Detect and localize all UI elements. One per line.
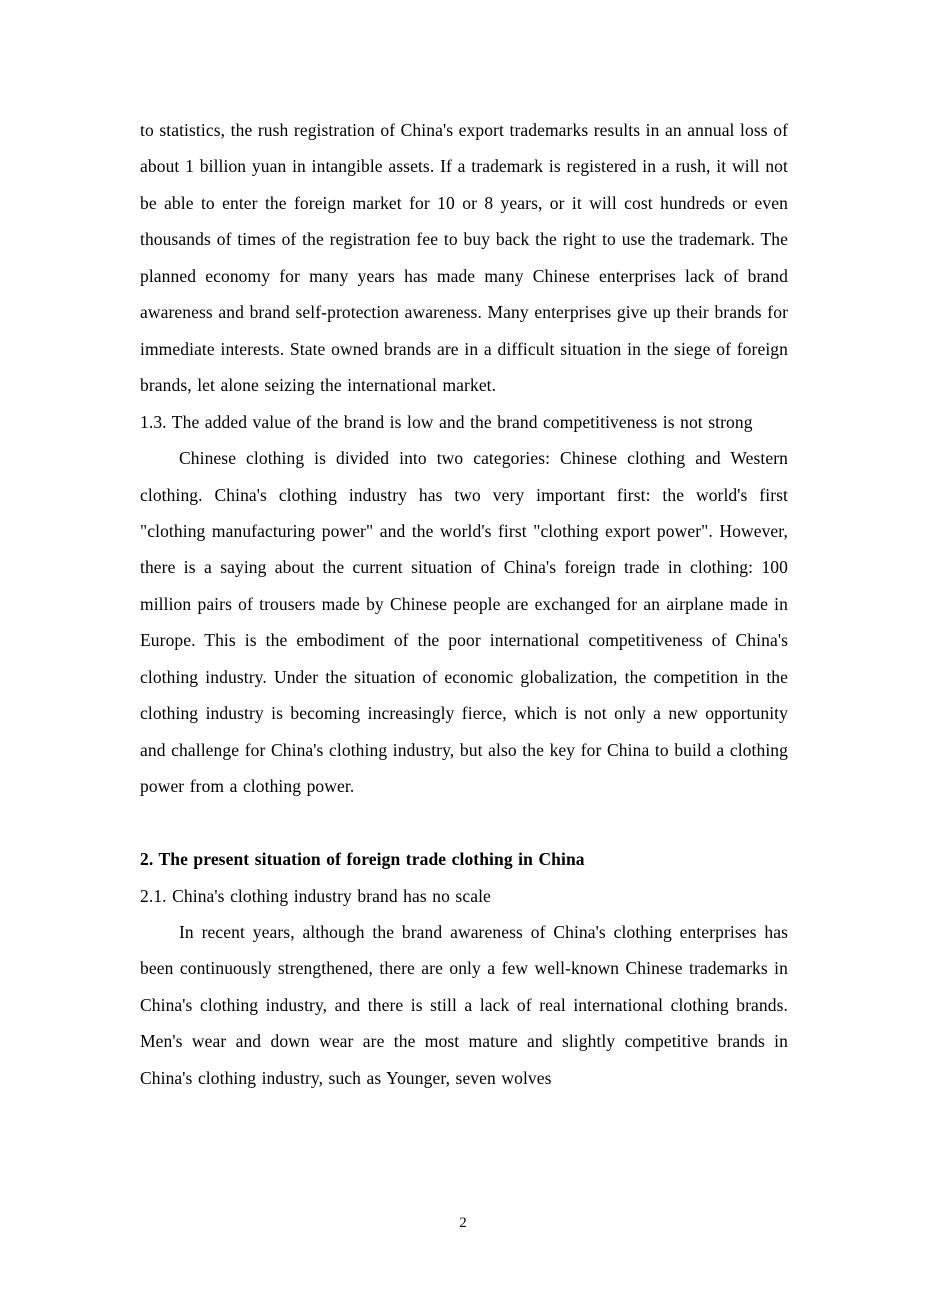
heading-2: 2. The present situation of foreign trade clothing in China bbox=[140, 849, 585, 870]
paragraph-2-1: In recent years, although the brand awareness of China's clothing enterprises has been continuously strengthened, there are only a few well-known Chinese trademarks in China's clothing industry, and there is still a lack of real international clothing brands. Men's wear and down wear are the most mature and slightly competitive brands in China's clothing industry, such as Younger, seven wolves bbox=[140, 921, 788, 1088]
paragraph-1-3: Chinese clothing is divided into two categories: Chinese clothing and Western clothing. China's clothing industry has two very important first: the world's first "clothing manufacturing power" and the world's first "clothing export power". However, there is a saying about the current situation of China's foreign trade in clothing: 100 million pairs of trousers made by Chinese people are exchanged for an airplane made in Europe. This is the embodiment of the poor international competitiveness of China's clothing industry. Under the situation of economic globalization, the competition in the clothing industry is becoming increasingly fierce, which is not only a new opportunity and challenge for China's clothing industry, but also the key for China to build a clothing power from a clothing power. bbox=[140, 448, 788, 797]
document-body bbox=[140, 112, 788, 1096]
page-number: 2 bbox=[459, 1215, 467, 1231]
heading-2-1: 2.1. China's clothing industry brand has no scale bbox=[140, 885, 491, 906]
heading-1-3: 1.3. The added value of the brand is low and the brand competitiveness is not strong bbox=[140, 411, 753, 432]
paragraph-continuation: to statistics, the rush registration of China's export trademarks results in an annual loss of about 1 billion yuan in intangible assets. If a trademark is registered in a rush, it will not be able to enter the foreign market for 10 or 8 years, or it will cost hundreds or even thousands of times of the registration fee to buy back the right to use the trademark. The planned economy for many years has made many Chinese enterprises lack of brand awareness and brand self-protection awareness. Many enterprises give up their brands for immediate interests. State owned brands are in a difficult situation in the siege of foreign brands, let alone seizing the international market. bbox=[140, 120, 788, 396]
